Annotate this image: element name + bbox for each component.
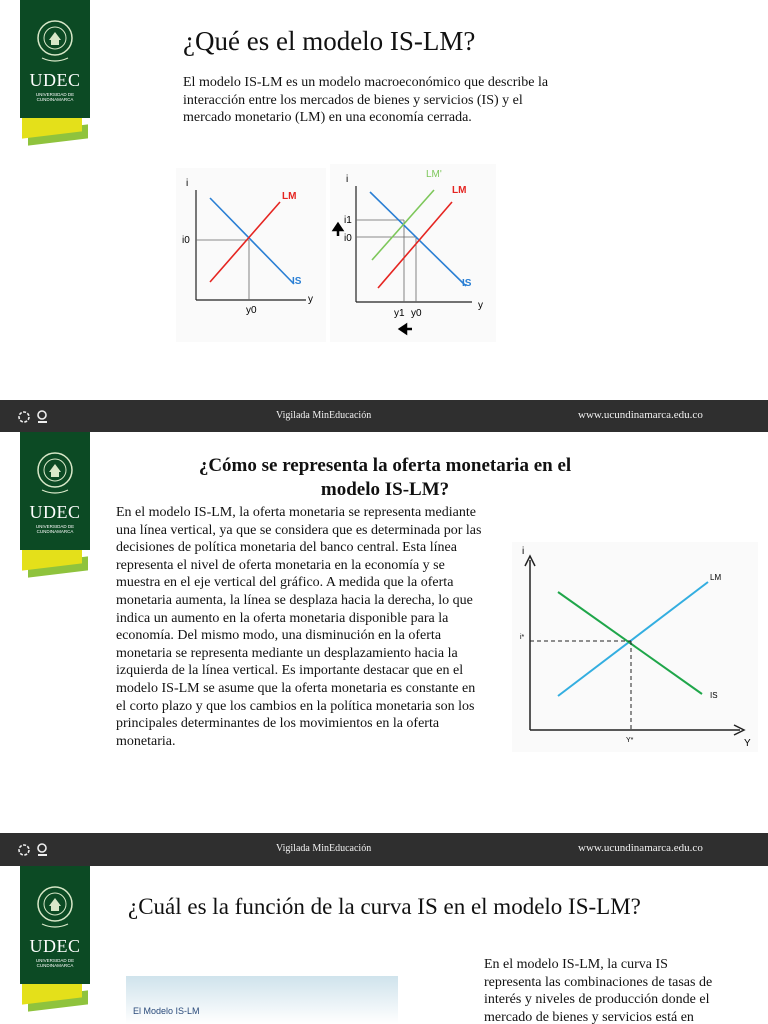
slide-3-image	[126, 976, 398, 1024]
brand-name: UDEC	[29, 70, 81, 90]
brand-name: UDEC	[29, 502, 81, 522]
slide-1	[0, 0, 768, 400]
brand-subtitle: UNIVERSIDAD DE CUNDINAMARCA	[35, 958, 75, 968]
is-label: IS	[710, 691, 718, 700]
lm-label: LM	[452, 185, 467, 196]
footer-vigilada-text: Vigilada MinEducación	[276, 410, 372, 421]
x-axis-label: Y	[744, 738, 751, 749]
is-label: IS	[292, 276, 302, 287]
footer-bar	[0, 400, 768, 433]
i1-label: i1	[344, 215, 352, 226]
footer-logo-icon	[18, 841, 58, 859]
banner-green-panel	[20, 432, 90, 550]
is-label: IS	[462, 278, 472, 289]
footer-bar	[0, 833, 768, 866]
y-axis-label: i	[522, 546, 525, 557]
brand-subtitle: UNIVERSIDAD DE CUNDINAMARCA	[35, 92, 75, 102]
slide-2-title: ¿Cómo se representa la oferta monetaria en el modelo IS-LM?	[198, 455, 572, 500]
i-star-label: i*	[520, 634, 525, 641]
banner-green-panel	[20, 866, 90, 984]
banner-green-panel	[20, 0, 90, 118]
slide-3-image-caption: El Modelo IS-LM	[133, 1006, 200, 1016]
y0-label: y0	[411, 308, 422, 319]
y-axis-label: i	[346, 174, 349, 185]
lm-label: LM	[282, 191, 297, 202]
footer-url-link[interactable]: www.ucundinamarca.edu.co	[578, 409, 703, 421]
money-supply-graph	[512, 542, 758, 752]
y1-label: y1	[394, 308, 405, 319]
slide-3	[0, 866, 768, 1024]
i0-label: i0	[182, 235, 190, 246]
footer-url-link[interactable]: www.ucundinamarca.edu.co	[578, 842, 703, 854]
y-star-label: Y*	[626, 737, 634, 744]
slide-2	[0, 432, 768, 833]
footer-logo-icon	[18, 408, 58, 426]
slide-3-body: En el modelo IS-LM, la curva IS representa las combinaciones de tasas de interés y niveles de producción donde el mercado de bienes y servicios está en	[484, 957, 713, 1024]
university-seal-icon	[36, 450, 74, 498]
slide-1-body: El modelo IS-LM es un modelo macroeconómico que describe la interacción entre los mercados de bienes y servicios (IS) y el mercado monetario (LM) en una economía cerrada.	[183, 75, 549, 126]
x-axis-label: y	[478, 300, 483, 311]
lm-label: LM	[710, 573, 722, 582]
i0-label: i0	[344, 233, 352, 244]
is-lm-shift-graph	[330, 164, 496, 342]
brand-subtitle: UNIVERSIDAD DE CUNDINAMARCA	[35, 524, 75, 534]
university-seal-icon	[36, 18, 74, 66]
x-axis-label: y	[308, 294, 313, 305]
slide-3-title: ¿Cuál es la función de la curva IS en el modelo IS-LM?	[128, 894, 641, 919]
slide-1-title: ¿Qué es el modelo IS-LM?	[183, 26, 476, 56]
y0-label: y0	[246, 305, 257, 316]
slide-2-body: En el modelo IS-LM, la oferta monetaria se representa mediante una línea vertical, ya que se considera que es determinada por las decisiones de política monetaria del banco central. Esta línea representa el nivel de oferta monetaria en la economía y se muestra en el eje vertical del gráfico. A medida que la oferta monetaria aumenta, la línea se desplaza hacia la derecha, lo que indica un aumento en la oferta monetaria disponible para la economía. Del mismo modo, una disminución en la oferta monetaria se representa mediante un desplazamiento hacia la izquierda de la línea vertical. Es importante destacar que en el modelo IS-LM se asume que la oferta monetaria es constante en el corto plazo y que los cambios en la política monetaria son los principales determinantes de los movimientos en la oferta monetaria.	[116, 505, 482, 749]
y-axis-label: i	[186, 178, 189, 189]
footer-vigilada-text: Vigilada MinEducación	[276, 843, 372, 854]
university-seal-icon	[36, 884, 74, 932]
is-lm-graph	[176, 168, 326, 342]
lm-prime-label: LM'	[426, 169, 442, 180]
brand-name: UDEC	[29, 936, 81, 956]
